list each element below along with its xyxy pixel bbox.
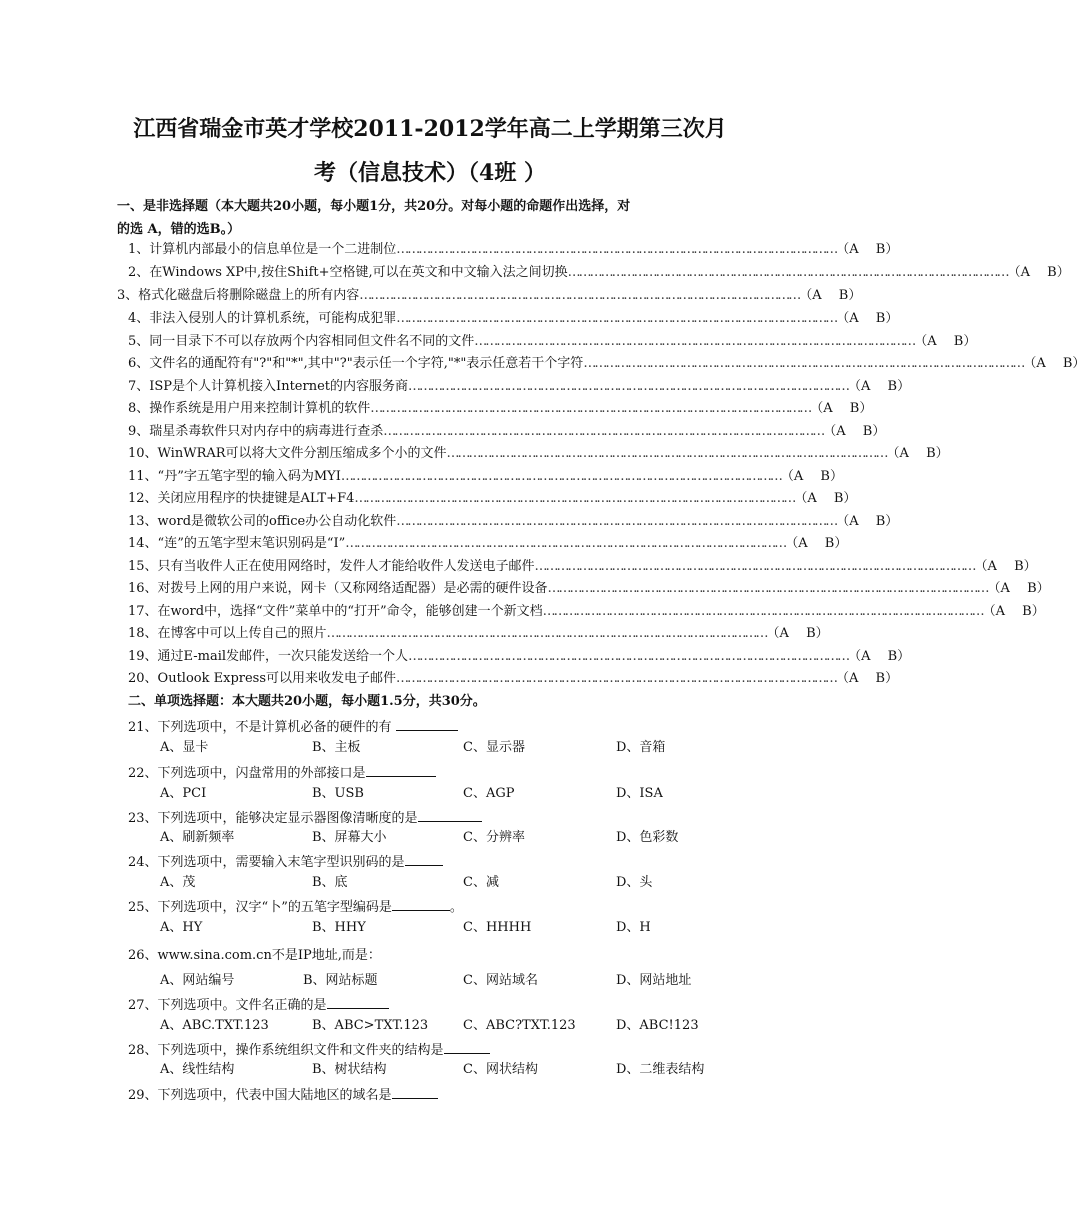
leader-dots: ………………………………………………………………………………………………………… [567,265,1008,280]
tf-item [128,648,911,666]
option-a: A、网站编号 [160,973,235,988]
tf-item-text: 1、计算机内部最小的信息单位是一个二进制位 [128,242,397,257]
tf-item [128,264,1070,282]
tf-item [128,603,1045,621]
section2-heading: 二、单项选择题：本大题共20小题，每小题1.5分，共30分。 [128,694,486,709]
option-c: C、AGP [463,786,515,801]
exam-title-line2: 考（信息技术）（4班 ） [314,160,546,186]
tf-item-text: 8、操作系统是用户用来控制计算机的软件 [128,401,371,416]
section1-heading-line1: 一、是非选择题（本大题共20小题，每小题1分，共20分。对每小题的命题作出选择，对 [117,199,631,214]
question-stem [128,807,482,828]
question-stem-text: 27、下列选项中。文件名正确的是 [128,998,327,1013]
tf-item-text: 18、在博客中可以上传自己的照片 [128,626,327,641]
answer-blank [405,851,443,866]
tf-item [128,445,949,463]
question-stem-text: 26、www.sina.com.cn不是IP地址,而是： [128,948,381,963]
tf-item-text: 20、Outlook Express可以用来收发电子邮件 [128,671,397,686]
tf-item-choices: （A B） [1023,356,1085,371]
tf-item-text: 6、文件名的通配符有"?"和"*",其中"?"表示任一个字符,"*"表示任意若干个字符 [128,356,584,371]
option-d: D、ISA [616,786,663,801]
tf-item-choices: （A B） [836,311,899,326]
tf-item-choices: （A B） [780,469,843,484]
answer-blank [392,1084,438,1099]
tf-item [128,490,857,508]
question-stem [128,1039,490,1060]
leader-dots: ………………………………………………………………………………………………………… [408,379,848,394]
tf-item-text: 12、关闭应用程序的快捷键是ALT+F4 [128,491,355,506]
tf-item [128,625,829,643]
question-stem-text: 23、下列选项中，能够决定显示器图像清晰度的是 [128,811,418,826]
tf-item-choices: （A B） [810,401,873,416]
tf-item [128,423,886,441]
tf-item [128,400,873,418]
tf-item-choices: （A B） [914,334,977,349]
option-d: D、ABC!123 [616,1018,699,1033]
tf-item-text: 13、word是微软公司的office办公自动化软件 [128,514,397,529]
answer-blank [396,716,458,731]
tf-item-text: 15、只有当收件人正在使用网络时，发件人才能给收件人发送电子邮件 [128,559,535,574]
tf-item [128,580,1050,598]
question-stem [128,947,381,965]
tf-item-text: 4、非法入侵别人的计算机系统，可能构成犯罪 [128,311,397,326]
tf-item [128,241,899,259]
option-c: C、网状结构 [463,1062,538,1077]
option-c: C、HHHH [463,920,532,935]
tf-item-choices: （A B） [974,559,1037,574]
question-stem-text: 28、下列选项中，操作系统组织文件和文件夹的结构是 [128,1043,444,1058]
option-a: A、HY [160,920,203,935]
tf-item-choices: （A B） [886,446,949,461]
leader-dots: ………………………………………………………………………………………………………… [383,424,824,439]
option-c: C、分辨率 [463,830,525,845]
leader-dots: ………………………………………………………………………………………………………… [396,311,837,326]
leader-dots: ………………………………………………………………………………………………………… [408,649,849,664]
tf-item-text: 11、“丹”字五笔字型的输入码为MYI [128,469,341,484]
tf-item-text: 19、通过E-mail发邮件，一次只能发送给一个人 [128,649,409,664]
option-c: C、ABC?TXT.123 [463,1018,576,1033]
tf-item-choices: （A B） [836,671,899,686]
option-d: D、色彩数 [616,830,679,845]
leader-dots: ………………………………………………………………………………………………………… [354,491,795,506]
option-b: B、网站标题 [303,973,378,988]
leader-dots: ………………………………………………………………………………………………………… [547,581,988,596]
tf-item-text: 10、WinWRAR可以将大文件分割压缩成多个小的文件 [128,446,447,461]
question-stem [128,851,443,872]
option-c: C、网站域名 [463,973,538,988]
question-stem-text: 24、下列选项中，需要输入末笔字型识别码的是 [128,855,405,870]
tf-item-choices: （A B） [785,536,848,551]
tf-item-text: 7、ISP是个人计算机接入Internet的内容服务商 [128,379,408,394]
leader-dots: ………………………………………………………………………………………………………… [396,671,837,686]
tf-item-choices: （A B） [823,424,886,439]
tf-item-text: 2、在Windows XP中,按住Shift+空格键,可以在英文和中文输入法之间切换 [128,265,568,280]
leader-dots: ………………………………………………………………………………………………………… [359,288,800,303]
option-b: B、USB [312,786,364,801]
option-a: A、ABC.TXT.123 [160,1018,269,1033]
tf-item-choices: （A B） [836,514,899,529]
question-stem [128,762,436,783]
question-stem-text: 22、下列选项中，闪盘常用的外部接口是 [128,766,366,781]
tf-item [128,558,1037,576]
tf-item-choices: （A B） [848,379,911,394]
exam-title-line1: 江西省瑞金市英才学校2011-2012学年高二上学期第三次月 [133,116,727,142]
option-d: D、H [616,920,651,935]
tf-item-choices: （A B） [987,581,1050,596]
tf-item [128,333,977,351]
tf-item-choices: （A B） [799,288,862,303]
tf-item-choices: （A B） [836,242,899,257]
tf-item-text: 17、在word中，选择“文件”菜单中的“打开”命令，能够创建一个新文档 [128,604,543,619]
leader-dots: ………………………………………………………………………………………………………… [534,559,975,574]
option-a: A、显卡 [160,740,209,755]
option-b: B、底 [312,875,348,890]
answer-blank [418,807,482,822]
option-c: C、减 [463,875,499,890]
tf-item [117,287,862,305]
option-a: A、茂 [160,875,196,890]
answer-blank [444,1039,490,1054]
leader-dots: ………………………………………………………………………………………………………… [396,514,837,529]
question-stem-text: 25、下列选项中，汉字“卜”的五笔字型编码是 [128,900,392,915]
question-stem-suffix: 。 [449,900,463,915]
tf-item [128,670,899,688]
answer-blank [392,896,450,911]
question-stem [128,716,458,737]
tf-item-choices: （A B） [982,604,1045,619]
question-stem-text: 21、下列选项中，不是计算机必备的硬件的有 [128,720,396,735]
question-stem [128,896,463,917]
tf-item-choices: （A B） [766,626,829,641]
tf-item [128,310,899,328]
tf-item-text: 3、格式化磁盘后将删除磁盘上的所有内容 [117,288,360,303]
leader-dots: ………………………………………………………………………………………………………… [340,469,781,484]
question-stem [128,1084,438,1105]
tf-item [128,513,899,531]
option-a: A、PCI [160,786,207,801]
tf-item-text: 5、同一目录下不可以存放两个内容相同但文件名不同的文件 [128,334,475,349]
tf-item [128,378,911,396]
leader-dots: ………………………………………………………………………………………………………… [345,536,786,551]
answer-blank [327,994,389,1009]
option-b: B、树状结构 [312,1062,387,1077]
leader-dots: ………………………………………………………………………………………………………… [370,401,811,416]
option-d: D、音箱 [616,740,666,755]
tf-item-choices: （A B） [794,491,857,506]
tf-item [128,535,848,553]
option-b: B、HHY [312,920,366,935]
leader-dots: ………………………………………………………………………………………………………… [396,242,837,257]
leader-dots: ………………………………………………………………………………………………………… [542,604,983,619]
leader-dots: ………………………………………………………………………………………………………… [326,626,767,641]
option-d: D、网站地址 [616,973,692,988]
question-stem-text: 29、下列选项中，代表中国大陆地区的域名是 [128,1088,392,1103]
option-a: A、线性结构 [160,1062,235,1077]
option-b: B、ABC>TXT.123 [312,1018,429,1033]
tf-item [128,355,1085,373]
option-c: C、显示器 [463,740,525,755]
question-stem [128,994,389,1015]
tf-item-text: 16、对拨号上网的用户来说，网卡（又称网络适配器）是必需的硬件设备 [128,581,548,596]
option-b: B、主板 [312,740,361,755]
section1-heading-line2: 的选 A，错的选B。） [117,222,241,237]
tf-item-text: 14、“连”的五笔字型末笔识别码是“I” [128,536,346,551]
leader-dots: ………………………………………………………………………………………………………… [583,356,1024,371]
option-d: D、头 [616,875,653,890]
leader-dots: ………………………………………………………………………………………………………… [474,334,915,349]
option-d: D、二维表结构 [616,1062,705,1077]
leader-dots: ………………………………………………………………………………………………………… [446,446,887,461]
tf-item-text: 9、瑞星杀毒软件只对内存中的病毒进行查杀 [128,424,384,439]
tf-item-choices: （A B） [1007,265,1070,280]
tf-item [128,468,843,486]
answer-blank [366,762,436,777]
tf-item-choices: （A B） [848,649,911,664]
option-a: A、刷新频率 [160,830,235,845]
option-b: B、屏幕大小 [312,830,387,845]
